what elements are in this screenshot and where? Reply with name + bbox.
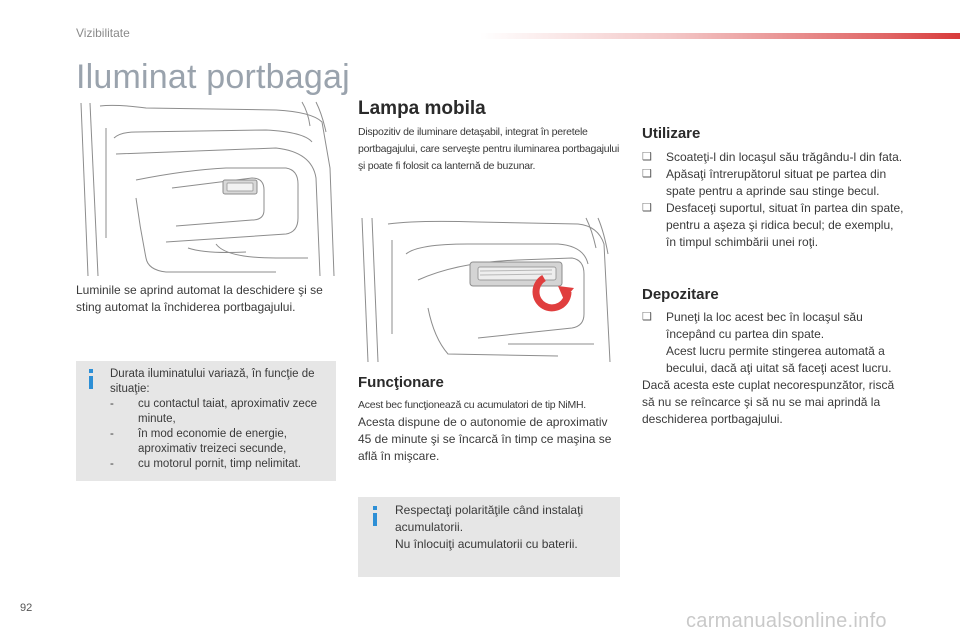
list-item — [110, 457, 330, 472]
section-title-utilizare: Utilizare — [642, 125, 701, 142]
section-title-lampa-mobila: Lampa mobila — [358, 98, 486, 119]
page-title: Iluminat portbagaj — [76, 58, 350, 96]
info-i-icon — [370, 506, 380, 526]
list-item-text: cu contactul taiat, aproximativ zece minute, — [138, 398, 317, 425]
polarity-line1: Respectaţi polarităţile când instalaţi acumulatorii. — [395, 503, 584, 534]
square-bullet-icon: ❑ — [642, 311, 652, 323]
depozitare-note: Dacă acesta este cuplat necorespunzător, riscă să nu se reîncarce şi să nu se mai aprindă la deschiderea portbagajului. — [642, 378, 895, 426]
polarity-content — [395, 502, 609, 553]
list-item — [110, 397, 330, 427]
functionare-text — [358, 397, 622, 465]
functionare-small: Acest bec funcţionează cu acumulatori de tip NiMH. — [358, 399, 586, 411]
list-item-text: Scoateţi-l din locaşul său trăgându-l din fata. — [666, 150, 903, 164]
page-number: 92 — [20, 602, 33, 614]
dash-marker: - — [110, 458, 114, 470]
lampa-description: Dispozitiv de iluminare detaşabil, integrat în peretele portbagajului, care serveşte pentru iluminarea portbagajului şi poate fi folosit ca lanternă de buzunar. — [358, 126, 620, 172]
square-bullet-icon: ❑ — [642, 168, 652, 180]
mobile-lamp-illustration — [358, 214, 620, 362]
list-item-text: Desfaceţi suportul, situat în partea din spate, pentru a aşeza şi ridica becul; de exemplu, în timpul schimbării unei roţi. — [666, 201, 904, 249]
list-item-text: cu motorul pornit, timp nelimitat. — [138, 458, 301, 470]
info-box-duration — [76, 361, 336, 481]
list-item — [110, 427, 330, 457]
list-item-text: în mod economie de energie, aproximativ treizeci secunde, — [138, 428, 287, 455]
section-title-functionare: Funcţionare — [358, 374, 444, 391]
dash-marker: - — [110, 428, 114, 440]
list-item — [642, 309, 908, 377]
info-content — [110, 367, 330, 472]
square-bullet-icon: ❑ — [642, 151, 652, 163]
list-item — [642, 166, 906, 200]
utilizare-list — [642, 149, 906, 251]
list-item-continuation: Acest lucru permite stingerea automată a becului, dacă aţi uitat să faceţi acest lucru. — [666, 344, 892, 375]
square-bullet-icon: ❑ — [642, 202, 652, 214]
info-i-icon — [86, 369, 96, 389]
dash-marker: - — [110, 398, 114, 410]
list-item-text: Apăsaţi întrerupătorul situat pe partea din spate pentru a aprinde sau stinge becul. — [666, 167, 887, 198]
info-box-polarity — [358, 497, 620, 577]
section-title-depozitare: Depozitare — [642, 286, 719, 303]
trunk-light-illustration — [76, 98, 338, 276]
watermark: carmanualsonline.info — [686, 610, 887, 632]
depozitare-text — [642, 309, 908, 428]
polarity-line2: Nu înlocuiţi acumulatorii cu baterii. — [395, 537, 578, 551]
info-lead: Durata iluminatului variază, în funcţie de situaţie: — [110, 368, 315, 395]
intro-paragraph: Luminile se aprind automat la deschidere şi se sting automat la închiderea portbagajului. — [76, 283, 323, 314]
list-item — [642, 149, 906, 166]
list-item-text: Puneţi la loc acest bec în locaşul său începând cu partea din spate. — [666, 310, 863, 341]
header-accent-bar — [480, 33, 960, 39]
functionare-body: Acesta dispune de o autonomie de aproximativ 45 de minute şi se încarcă în timp ce maşina se află în mişcare. — [358, 415, 612, 463]
list-item — [642, 200, 906, 251]
section-label: Vizibilitate — [76, 26, 130, 40]
